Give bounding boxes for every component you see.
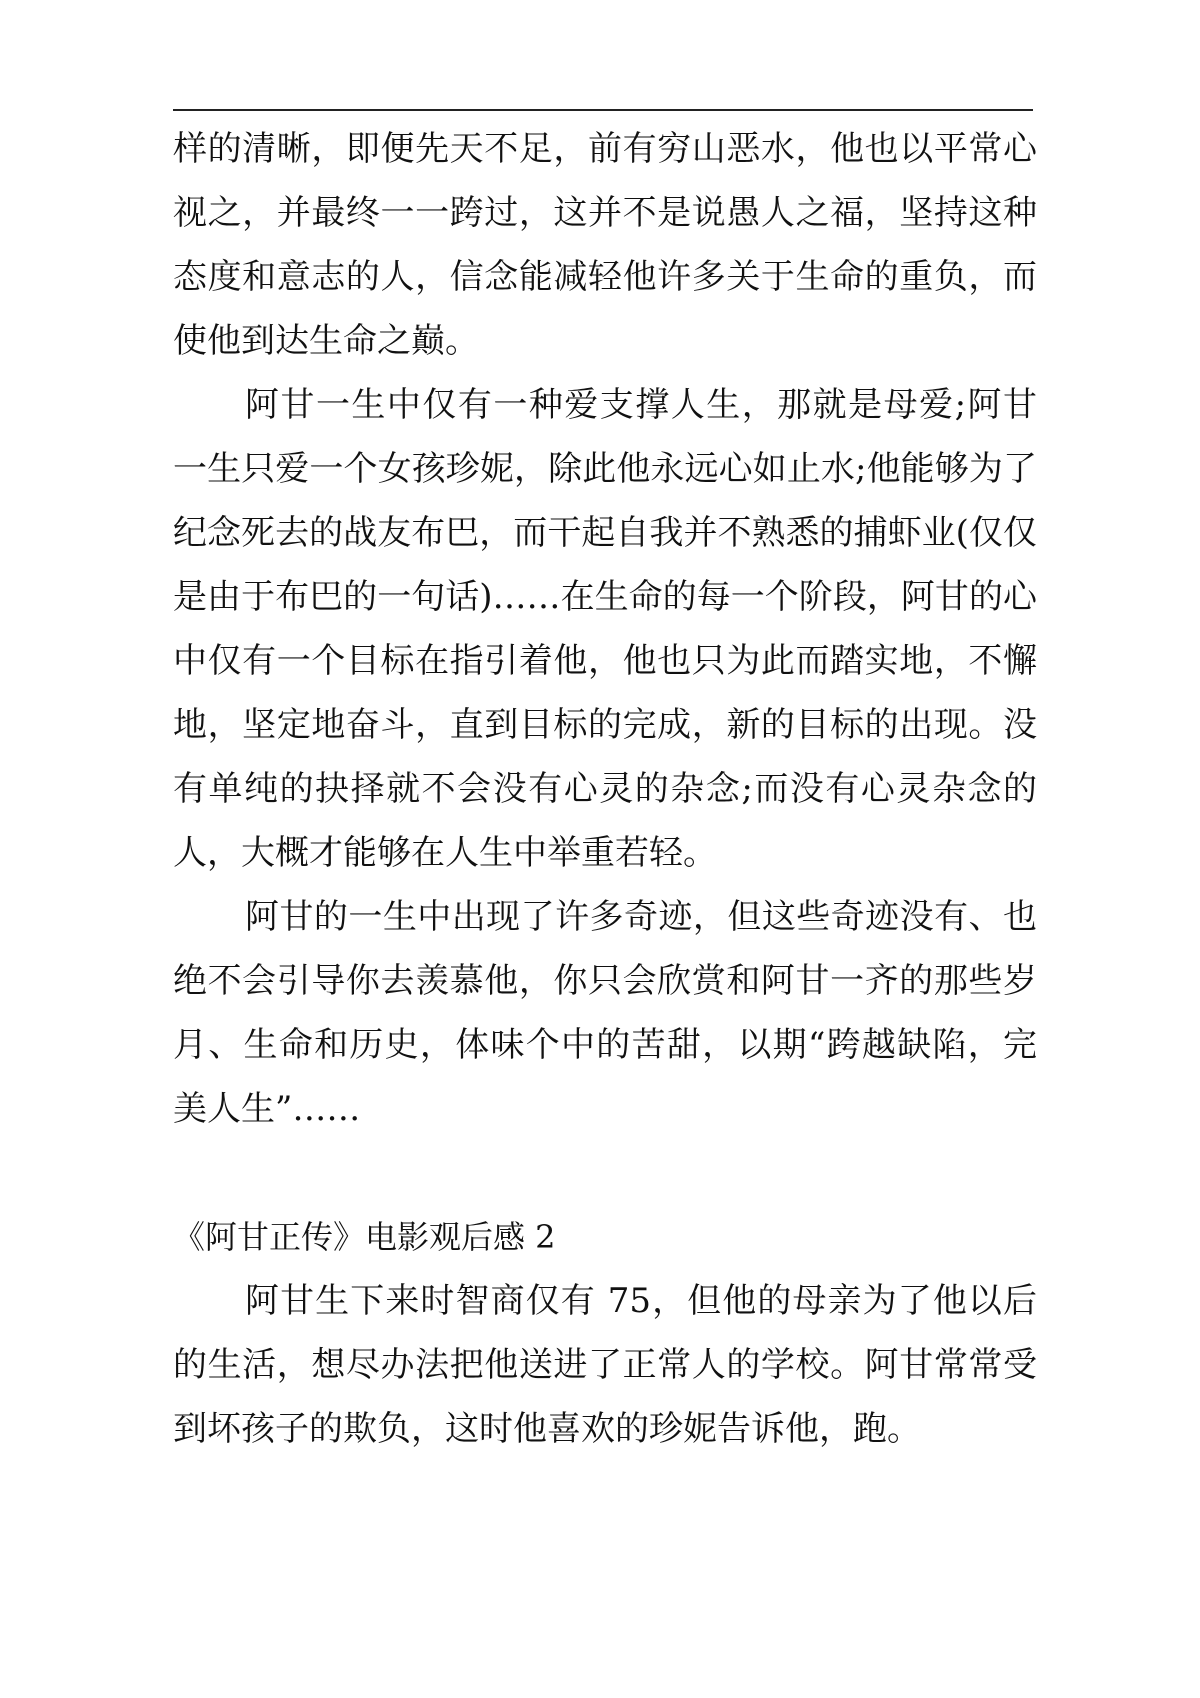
paragraph: 阿甘一生中仅有一种爱支撑人生，那就是母爱;阿甘一生只爱一个女孩珍妮，除此他永远心如止水;他能够为了纪念死去的战友布巴，而干起自我并不熟悉的捕虾业(仅仅是由于布巴的一句话)……在生命的每一个阶段，阿甘的心中仅有一个目标在指引着他，他也只为此而踏实地，不懈地，坚定地奋斗，直到目标的完成，新的目标的出现。没有单纯的抉择就不会没有心灵的杂念;而没有心灵杂念的人，大概才能够在人生中举重若轻。 <box>173 385 1037 873</box>
header-rule <box>173 109 1033 111</box>
paragraph-continuation: 样的清晰，即便先天不足，前有穷山恶水，他也以平常心视之，并最终一一跨过，这并不是说愚人之福，坚持这种态度和意志的人，信念能减轻他许多关于生命的重负，而使他到达生命之巅。 <box>173 129 1037 361</box>
paragraph: 阿甘的一生中出现了许多奇迹，但这些奇迹没有、也绝不会引导你去羡慕他，你只会欣赏和阿甘一齐的那些岁月、生命和历史，体味个中的苦甜，以期“跨越缺陷，完美人生”…… <box>173 897 1037 1129</box>
document-body <box>173 117 1037 1461</box>
paragraph: 阿甘生下来时智商仅有 75，但他的母亲为了他以后的生活，想尽办法把他送进了正常人的学校。阿甘常常受到坏孩子的欺负，这时他喜欢的珍妮告诉他，跑。 <box>173 1281 1037 1449</box>
section-title: 《阿甘正传》电影观后感 2 <box>173 1218 556 1256</box>
